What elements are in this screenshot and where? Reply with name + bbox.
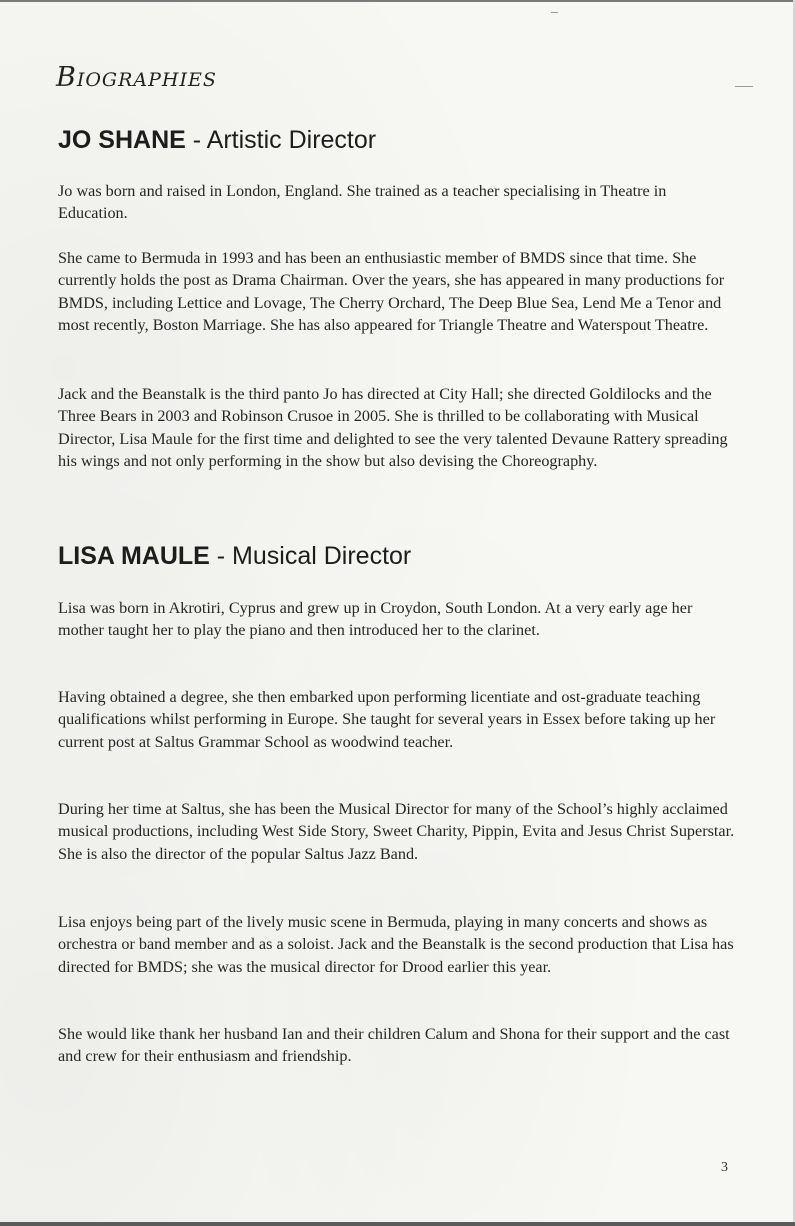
bio-paragraph: Jo was born and raised in London, England. She trained as a teacher specialising in Theatre in Education. — [58, 182, 667, 223]
person-role: - Artistic Director — [185, 126, 377, 154]
bio-paragraph: During her time at Saltus, she has been the Musical Director for many of the School’s highly acclaimed musical productions, including West Side Story, Sweet Charity, Pippin, Evita and Jesus Christ Superstar. She is also the director of the popular Saltus Jazz Band. — [58, 800, 735, 863]
scan-bottom-edge — [0, 1222, 795, 1226]
bio-paragraph: She came to Bermuda in 1993 and has been an enthusiastic member of BMDS since that time. She currently holds the post as Drama Chairman. Over the years, she has appeared in many productions for BMDS, including Lettice and Lovage, The Cherry Orchard, The Deep Blue Sea, Lend Me a Tenor and most recently, Boston Marriage. She has also appeared for Triangle Theatre and Waterspout Theatre. — [58, 249, 725, 334]
person-name: JO SHANE — [58, 126, 186, 154]
scan-speck — [551, 12, 558, 13]
bio-paragraph: Jack and the Beanstalk is the third panto Jo has directed at City Hall; she directed Goldilocks and the Three Bears in 2003 and Robinson Crusoe in 2005. She is thrilled to be collaborating with Musical Director, Lisa Maule for the first time and delighted to see the very talented Devaune Rattery spreading his wings and not only performing in the show but also devising the Choreography. — [58, 385, 728, 470]
bio-paragraph: Lisa enjoys being part of the lively music scene in Bermuda, playing in many concerts and shows as orchestra or band member and as a soloist. Jack and the Beanstalk is the second production that Lisa has directed for BMDS; she was the musical director for Drood earlier this year. — [58, 913, 734, 976]
section-title-lisa-maule — [58, 542, 411, 571]
section-title-jo-shane — [58, 126, 376, 155]
bio-paragraph: She would like thank her husband Ian and their children Calum and Shona for their support and the cast and crew for their enthusiasm and friendship. — [58, 1025, 730, 1066]
page-number: 3 — [721, 1160, 728, 1175]
person-role: - Musical Director — [209, 542, 412, 570]
bio-paragraph: Lisa was born in Akrotiri, Cyprus and grew up in Croydon, South London. At a very early age her mother taught her to play the piano and then introduced her to the clarinet. — [58, 599, 693, 640]
page-heading: Biographies — [56, 62, 217, 93]
bio-paragraph: Having obtained a degree, she then embarked upon performing licentiate and ost-graduate teaching qualifications whilst performing in Europe. She taught for several years in Essex before taking up her current post at Saltus Grammar School as woodwind teacher. — [58, 688, 716, 751]
scan-speck — [735, 86, 753, 87]
person-name: LISA MAULE — [58, 542, 210, 570]
scan-top-edge — [0, 0, 795, 2]
